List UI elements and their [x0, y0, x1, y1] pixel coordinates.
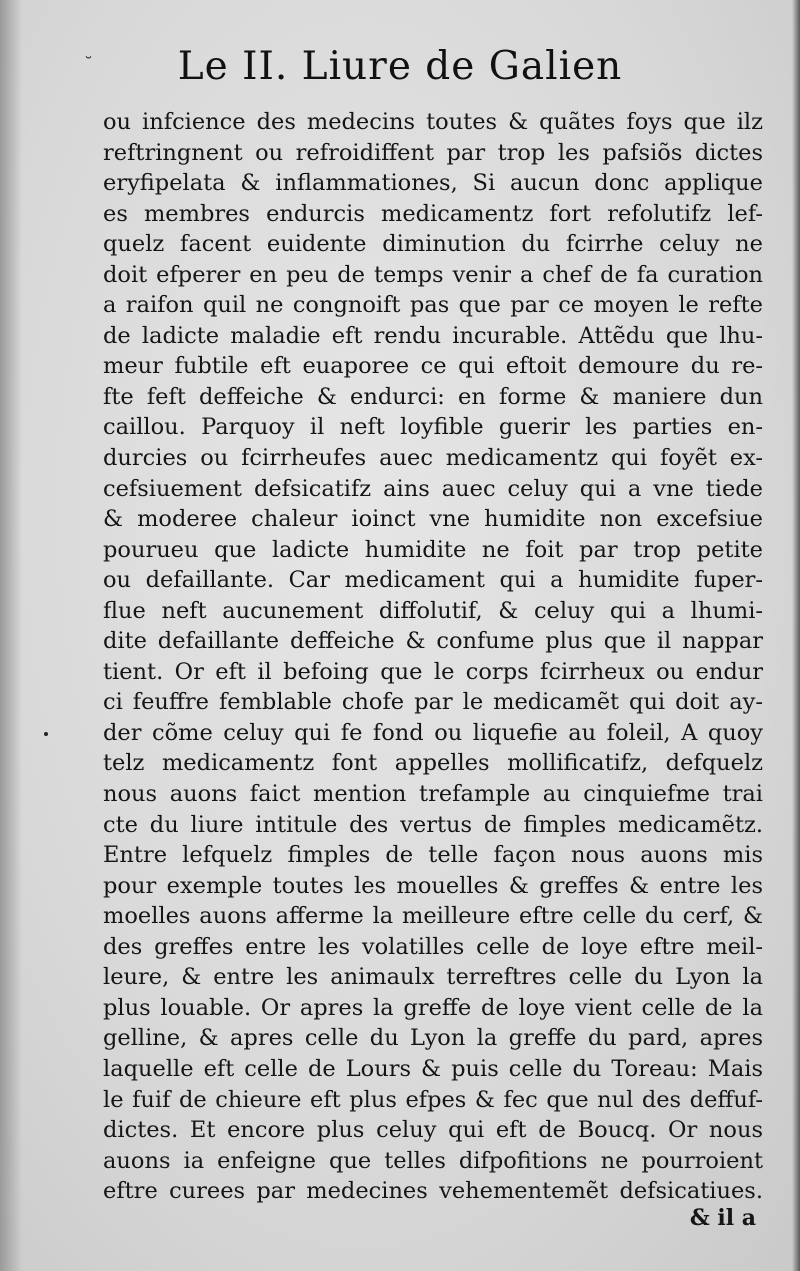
text-line: laquelle eft celle de Lours & puis celle du Toreau: Mais: [103, 1055, 763, 1082]
text-line: es membres endurcis medicamentz fort refolutifz lef-: [103, 200, 763, 227]
text-line: ci feuffre femblable chofe par le medicamẽt qui doit ay-: [103, 689, 763, 716]
running-head: [0, 44, 800, 89]
ink-speck: [44, 732, 48, 736]
body-text: [103, 107, 763, 1207]
text-line: a raifon quil ne congnoift pas que par ce moyen le refte: [103, 292, 763, 319]
text-line: der cõme celuy qui fe fond ou liquefie au foleil, A quoy: [103, 719, 763, 746]
text-line: eftre curees par medecines vehementemẽt defsicatiues.: [103, 1178, 763, 1205]
text-line: dictes. Et encore plus celuy qui eft de Boucq. Or nous: [103, 1117, 763, 1144]
text-line: eryfipelata & inflammationes, Si aucun donc applique: [103, 170, 763, 197]
text-line: gelline, & apres celle du Lyon la greffe du pard, apres: [103, 1025, 763, 1052]
text-line: auons ia enfeigne que telles difpofitions ne pourroient: [103, 1147, 763, 1174]
text-line: meur fubtile eft euaporee ce qui eftoit demoure du re-: [103, 353, 763, 380]
page-edge: [792, 0, 800, 1271]
text-line: doit efperer en peu de temps venir a chef de fa curation: [103, 261, 763, 288]
text-line: nous auons faict mention trefample au cinquiefme trai: [103, 781, 763, 808]
text-line: pourueu que ladicte humidite ne foit par trop petite: [103, 536, 763, 563]
ink-mark-icon: ˘: [84, 54, 94, 75]
text-line: reftringnent ou refroidiffent par trop les pafsiõs dictes: [103, 139, 763, 166]
text-line: ou infcience des medecins toutes & quãtes foys que ilz: [103, 109, 763, 135]
running-head-text: Le II. Liure de Galien: [177, 44, 623, 89]
text-line: caillou. Parquoy il neft loyfible guerir les parties en-: [103, 414, 763, 441]
text-line: moelles auons afferme la meilleure eftre celle du cerf, &: [103, 903, 763, 930]
text-line: pour exemple toutes les mouelles & greffes & entre les: [103, 872, 763, 899]
text-line: durcies ou fcirrheufes auec medicamentz qui foyẽt ex-: [103, 445, 763, 472]
text-line: tient. Or eft il befoing que le corps fcirrheux ou endur: [103, 658, 763, 685]
gutter-shadow: [0, 0, 22, 1271]
text-line: dite defaillante deffeiche & confume plus que il nappar: [103, 628, 763, 655]
text-line: fte feft deffeiche & endurci: en forme & maniere dun: [103, 383, 763, 410]
text-line: de ladicte maladie eft rendu incurable. Attẽdu que lhu-: [103, 322, 763, 349]
catchword: & il a: [689, 1205, 756, 1231]
text-line: des greffes entre les volatilles celle de loye eftre meil-: [103, 933, 763, 960]
text-line: & moderee chaleur ioinct vne humidite non excefsiue: [103, 506, 763, 533]
text-line: cefsiuement defsicatifz ains auec celuy qui a vne tiede: [103, 475, 763, 502]
text-line: Entre lefquelz fimples de telle façon nous auons mis: [103, 842, 763, 869]
text-line: le fuif de chieure eft plus efpes & fec que nul des deffuf-: [103, 1086, 763, 1113]
text-line: leure, & entre les animaulx terreftres celle du Lyon la: [103, 964, 763, 991]
text-line: ou defaillante. Car medicament qui a humidite fuper-: [103, 567, 763, 594]
text-line: quelz facent euidente diminution du fcirrhe celuy ne: [103, 231, 763, 258]
text-line: plus louable. Or apres la greffe de loye vient celle de la: [103, 994, 763, 1021]
text-line: cte du liure intitule des vertus de fimples medicamẽtz.: [103, 811, 763, 838]
text-line: flue neft aucunement diffolutif, & celuy qui a lhumi-: [103, 597, 763, 624]
text-line: telz medicamentz font appelles mollificatifz, defquelz: [103, 750, 763, 777]
